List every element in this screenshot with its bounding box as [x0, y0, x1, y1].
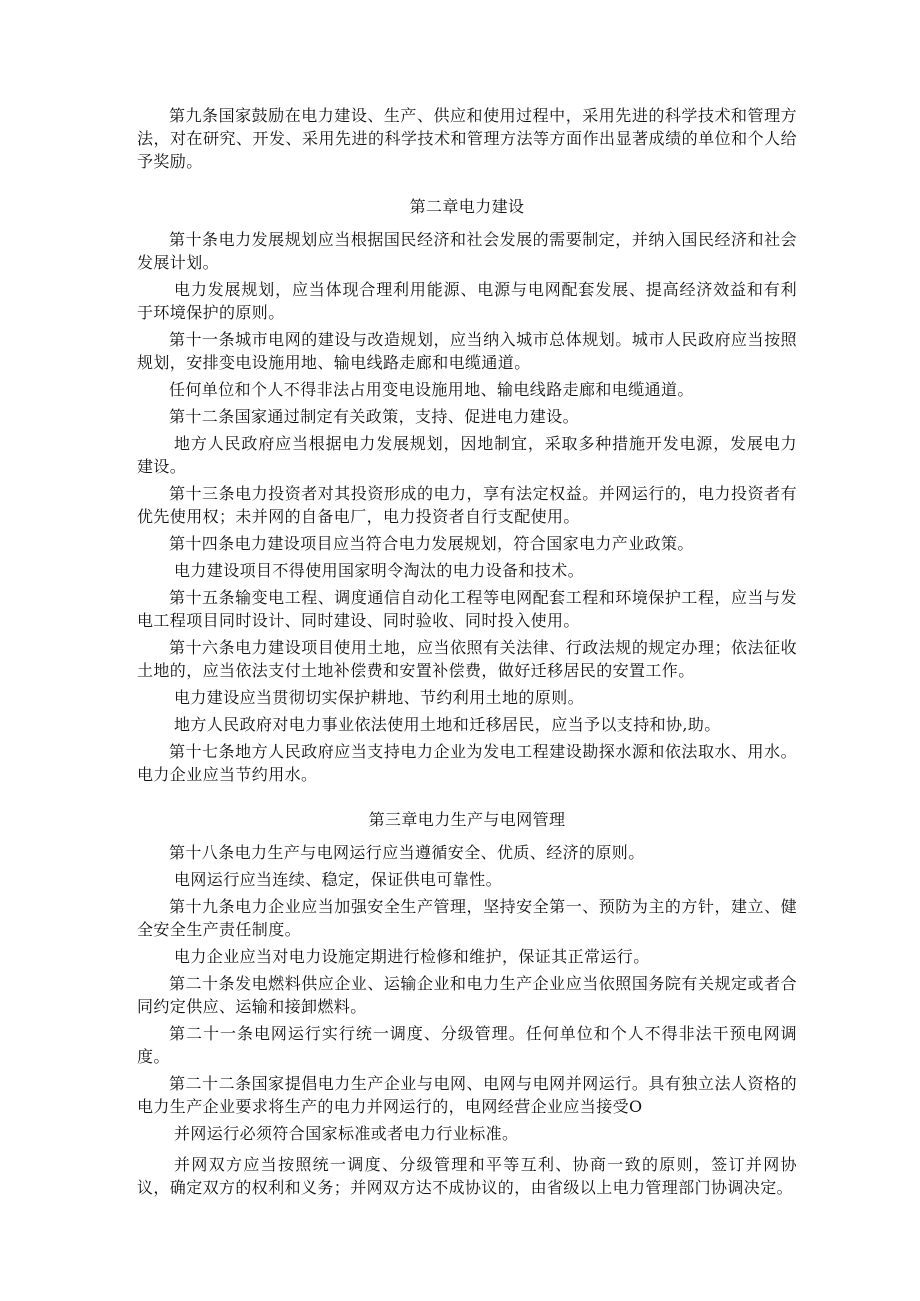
article-19-para-2: 电力企业应当对电力设施定期进行检修和维护，保证其正常运行。: [174, 947, 650, 966]
article-18-para-2: 电网运行应当连续、稳定，保证供电可靠性。: [174, 870, 503, 889]
article-12: 第十二条国家通过制定有关政策，支持、促进电力建设。: [169, 407, 580, 426]
article-13: 第十三条电力投资者对其投资形成的电力，享有法定权益。并网运行的，电力投资者有优先使用权；未并网的自备电厂，电力投资者自行支配使用。: [137, 484, 797, 526]
article-16-para-2: 电力建设应当贯彻切实保护耕地、节约利用土地的原则。: [174, 688, 585, 707]
article-21: 第二十一条电网运行实行统一调度、分级管理。任何单位和个人不得非法干预电网调度。: [137, 1024, 797, 1066]
article-17: 第十七条地方人民政府应当支持电力企业为发电工程建设勘探水源和依法取水、用水。电力企业应当节约用水。: [137, 742, 797, 784]
article-22-para-3: 并网双方应当按照统一调度、分级管理和平等互利、协商一致的原则，签订并网协议，确定双方的权利和义务；并网双方达不成协议的，由省级以上电力管理部门协调决定。: [137, 1155, 797, 1197]
article-20: 第二十条发电燃料供应企业、运输企业和电力生产企业应当依照国务院有关规定或者合同约定供应、运输和接卸燃料。: [137, 974, 797, 1016]
chapter-3-heading: 第三章电力生产与电网管理: [368, 810, 566, 829]
article-16-para-3: 地方人民政府对电力事业依法使用土地和迁移居民，应当予以支持和协,助。: [174, 715, 721, 734]
article-16: 第十六条电力建设项目使用土地，应当依照有关法律、行政法规的规定办理；依法征收土地的，应当依法支付土地补偿费和安置补偿费，做好迁移居民的安置工作。: [137, 638, 797, 680]
chapter-2-heading: 第二章电力建设: [409, 197, 525, 216]
article-12-para-2: 地方人民政府应当根据电力发展规划，因地制宜，采取多种措施开发电源，发展电力建设。: [137, 434, 797, 476]
article-11: 第十一条城市电网的建设与改造规划，应当纳入城市总体规划。城市人民政府应当按照规划，安排变电设施用地、输电线路走廊和电缆通道。: [137, 330, 797, 372]
article-10: 第十条电力发展规划应当根据国民经济和社会发展的需要制定，并纳入国民经济和社会发展计划。: [137, 230, 797, 272]
document-body: [137, 104, 797, 1199]
article-14-para-2: 电力建设项目不得使用国家明令淘汰的电力设备和技术。: [174, 561, 585, 580]
article-14: 第十四条电力建设项目应当符合电力发展规划，符合国家电力产业政策。: [169, 534, 694, 553]
article-22: 第二十二条国家提倡电力生产企业与电网、电网与电网并网运行。具有独立法人资格的电力生产企业要求将生产的电力并网运行的，电网经营企业应当接受O: [137, 1074, 797, 1116]
article-19: 第十九条电力企业应当加强安全生产管理，坚持安全第一、预防为主的方针，建立、健全安全生产责任制度。: [137, 897, 797, 939]
article-11-para-2: 任何单位和个人不得非法占用变电设施用地、输电线路走廊和电缆通道。: [169, 380, 694, 399]
article-15: 第十五条输变电工程、调度通信自动化工程等电网配套工程和环境保护工程，应当与发电工程项目同时设计、同时建设、同时验收、同时投入使用。: [137, 588, 797, 630]
article-10-para-2: 电力发展规划，应当体现合理利用能源、电源与电网配套发展、提高经济效益和有利于环境保护的原则。: [137, 280, 797, 322]
article-9: 第九条国家鼓励在电力建设、生产、供应和使用过程中，采用先进的科学技术和管理方法，对在研究、开发、采用先进的科学技术和管理方法等方面作出显著成绩的单位和个人给予奖励。: [137, 106, 797, 171]
article-22-para-2: 并网运行必须符合国家标准或者电力行业标准。: [174, 1124, 519, 1143]
article-18: 第十八条电力生产与电网运行应当遵循安全、优质、经济的原则。: [169, 843, 645, 862]
